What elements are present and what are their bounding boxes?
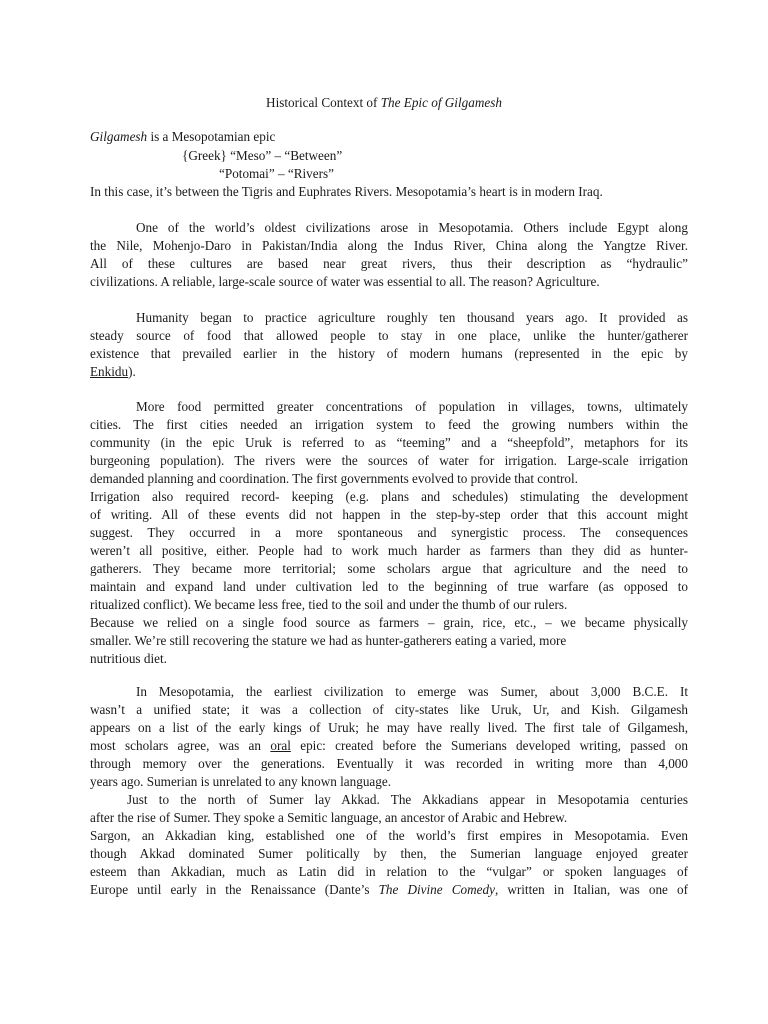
p3-line: of writing. All of these events did not happen in the step-by-step order that this account might bbox=[90, 507, 688, 522]
intro-line-1-rest: is a Mesopotamian epic bbox=[147, 129, 276, 144]
p1-line: All of these cultures are based near great rivers, thus their description as “hydraulic” bbox=[90, 256, 688, 271]
p3-line: demanded planning and coordination. The first governments evolved to provide that control. bbox=[90, 471, 578, 486]
p3-line: More food permitted greater concentrations of population in villages, towns, ultimately bbox=[136, 399, 688, 414]
title-italic: The Epic of Gilgamesh bbox=[380, 95, 502, 110]
p2-line: existence that prevailed earlier in the history of modern humans (represented in the epic by bbox=[90, 346, 688, 361]
oral-word: oral bbox=[270, 738, 291, 753]
p3-line: smaller. We’re still recovering the stature we had as hunter-gatherers eating a varied, more bbox=[90, 633, 567, 648]
p4-l4-pre: most scholars agree, was an bbox=[90, 738, 271, 753]
p3-line: cities. The first cities needed an irrigation system to feed the growing numbers within the bbox=[90, 417, 688, 432]
title-prefix: Historical Context of bbox=[266, 95, 381, 110]
p3-line: maintain and expand land under cultivation led to the beginning of true warfare (as opposed to bbox=[90, 579, 688, 594]
intro-line-1 bbox=[90, 128, 275, 146]
p3-line: Because we relied on a single food source as farmers – grain, rice, etc., – we became physically bbox=[90, 615, 688, 630]
divine-comedy-title: The Divine Comedy bbox=[378, 882, 495, 897]
p4-l4-post: epic: created before the Sumerians developed writing, passed on bbox=[290, 738, 688, 753]
p5-line: after the rise of Sumer. They spoke a Semitic language, an ancestor of Arabic and Hebrew. bbox=[90, 810, 568, 825]
p3-line: suggest. They occurred in a more spontaneous and synergistic process. The consequences bbox=[90, 525, 688, 540]
p5-last-pre: Europe until early in the Renaissance (Dante’s bbox=[90, 882, 379, 897]
p4-line-oral bbox=[90, 737, 688, 755]
p1-line: the Nile, Mohenjo-Daro in Pakistan/India along the Indus River, China along the Yangtze River. bbox=[90, 238, 688, 253]
p2-last-rest: ). bbox=[128, 364, 136, 379]
document-title bbox=[0, 94, 768, 112]
p2-line: Humanity began to practice agriculture roughly ten thousand years ago. It provided as bbox=[136, 310, 688, 325]
p5-line: Sargon, an Akkadian king, established one of the world’s first empires in Mesopotamia. Even bbox=[90, 828, 688, 843]
p5-line: Just to the north of Sumer lay Akkad. The Akkadians appear in Mesopotamia centuries bbox=[127, 792, 688, 807]
p3-line: gatherers. They became more territorial; some scholars argue that agriculture and the need to bbox=[90, 561, 688, 576]
p1-line: civilizations. A reliable, large-scale source of water was essential to all. The reason? Agriculture. bbox=[90, 274, 600, 289]
p5-line: esteem than Akkadian, much as Latin did in relation to the “vulgar” or spoken languages of bbox=[90, 864, 688, 879]
p4-line: through memory over the generations. Eventually it was recorded in writing more than 4,000 bbox=[90, 756, 688, 771]
p5-last-post: , written in Italian, was one of bbox=[494, 882, 688, 897]
p5-last-line bbox=[90, 881, 688, 899]
p2-last-line bbox=[90, 363, 136, 381]
p2-line: steady source of food that allowed people to stay in one place, unlike the hunter/gatherer bbox=[90, 328, 688, 343]
p4-line: appears on a list of the early kings of Uruk; he may have really lived. The first tale of Gilgamesh, bbox=[90, 720, 688, 735]
p3-line: weren’t all positive, either. People had to work much harder as farmers than they did as hunter- bbox=[90, 543, 688, 558]
enkidu-link: Enkidu bbox=[90, 364, 129, 379]
intro-potomai-line: “Potomai” – “Rivers” bbox=[219, 166, 334, 181]
p3-line: nutritious diet. bbox=[90, 651, 167, 666]
p4-line: In Mesopotamia, the earliest civilization to emerge was Sumer, about 3,000 B.C.E. It bbox=[136, 684, 688, 699]
intro-line-4: In this case, it’s between the Tigris and Euphrates Rivers. Mesopotamia’s heart is in modern Iraq. bbox=[90, 184, 603, 199]
p3-line: Irrigation also required record- keeping (e.g. plans and schedules) stimulating the development bbox=[90, 489, 688, 504]
p5-line: though Akkad dominated Sumer politically by then, the Sumerian language enjoyed greater bbox=[90, 846, 688, 861]
p3-line: burgeoning population). The rivers were the sources of water for irrigation. Large-scale irrigation bbox=[90, 453, 688, 468]
gilgamesh-word: Gilgamesh bbox=[90, 129, 148, 144]
p4-line: years ago. Sumerian is unrelated to any known language. bbox=[90, 774, 392, 789]
intro-greek-line: {Greek} “Meso” – “Between” bbox=[182, 148, 343, 163]
p3-line: ritualized conflict). We became less free, tied to the soil and under the thumb of our rulers. bbox=[90, 597, 568, 612]
p4-line: wasn’t a unified state; it was a collection of city-states like Uruk, Ur, and Kish. Gilgamesh bbox=[90, 702, 688, 717]
p1-line: One of the world’s oldest civilizations arose in Mesopotamia. Others include Egypt along bbox=[136, 220, 688, 235]
p3-line: community (in the epic Uruk is referred to as “teeming” and a “sheepfold”, metaphors for its bbox=[90, 435, 688, 450]
